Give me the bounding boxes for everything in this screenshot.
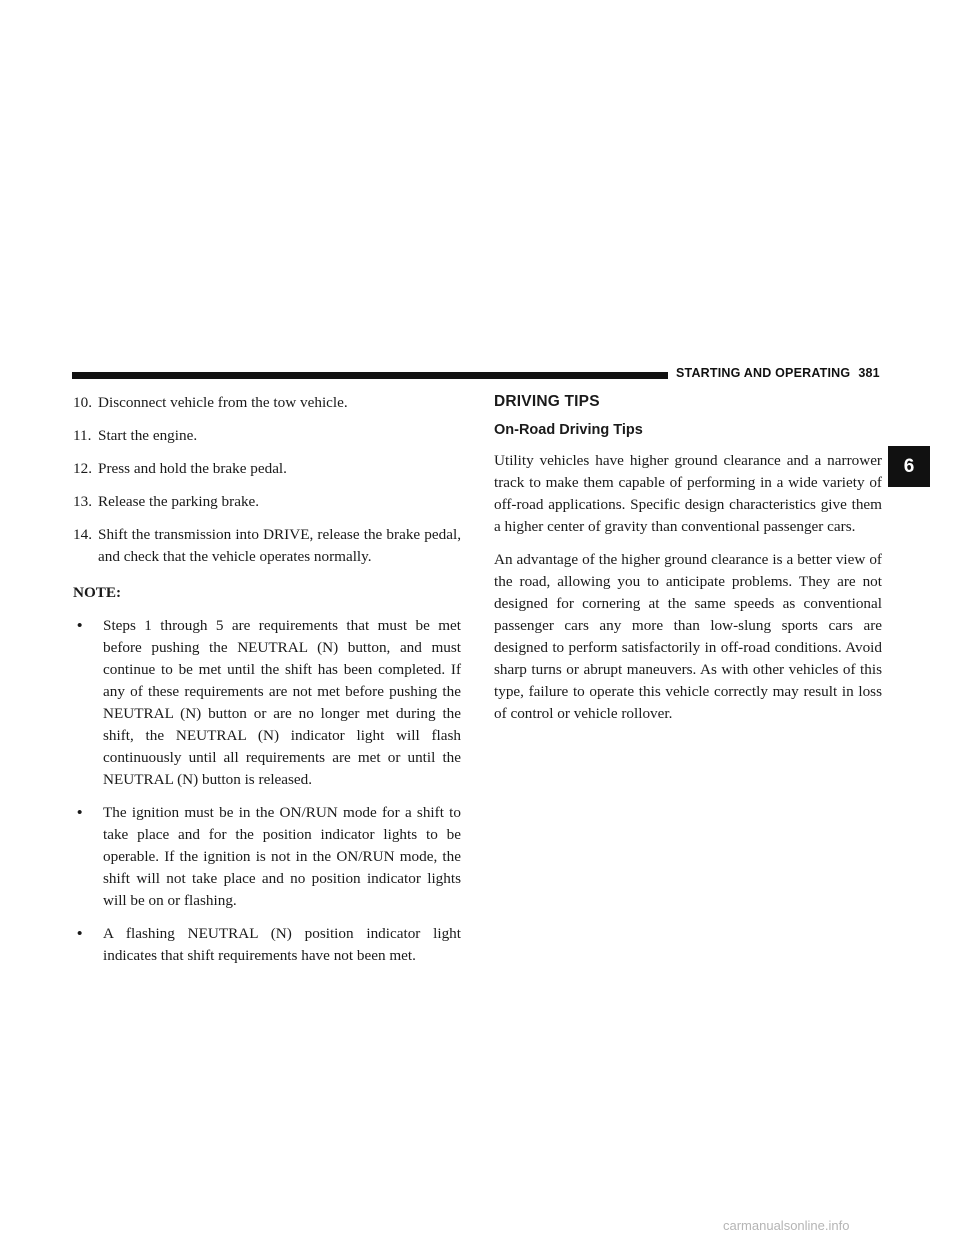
header-title: STARTING AND OPERATING bbox=[676, 366, 851, 380]
watermark: carmanualsonline.info bbox=[723, 1218, 850, 1233]
header-rule bbox=[72, 372, 668, 379]
note-bullet bbox=[73, 923, 461, 967]
paragraph: Utility vehicles have higher ground clearance and a narrower track to make them capable of performing in a wide variety of off-road applications. Specific design characteristics give them a higher center of gravity than conventional passenger cars. bbox=[494, 452, 882, 535]
step-text: Start the engine. bbox=[98, 427, 198, 444]
step-number: 11. bbox=[73, 427, 92, 444]
step-number: 13. bbox=[73, 493, 92, 510]
note-bullet bbox=[73, 615, 461, 791]
running-header bbox=[676, 366, 880, 380]
step-14 bbox=[73, 524, 461, 568]
right-column bbox=[494, 392, 882, 736]
bullet-text: The ignition must be in the ON/RUN mode for a shift to take place and for the position indicator lights to be operable. If the ignition is not in the ON/RUN mode, the shift will not take place and no position indicator lights will be on or flashing. bbox=[103, 804, 461, 909]
section-title: DRIVING TIPS bbox=[494, 393, 600, 410]
step-text: Shift the transmission into DRIVE, release the brake pedal, and check that the vehicle operates normally. bbox=[98, 526, 461, 565]
subsection-title: On-Road Driving Tips bbox=[494, 422, 643, 438]
step-text: Press and hold the brake pedal. bbox=[98, 460, 287, 477]
step-13 bbox=[73, 491, 461, 513]
note-bullet bbox=[73, 802, 461, 912]
paragraph: An advantage of the higher ground clearance is a better view of the road, allowing you to anticipate problems. They are not designed for cornering at the same speeds as conventional passenger cars any more than low-slung sports cars are designed to perform satisfactorily in off-road conditions. Avoid sharp turns or abrupt maneuvers. As with other vehicles of this type, failure to operate this vehicle correctly may result in loss of control or vehicle rollover. bbox=[494, 551, 882, 722]
bullet-icon: • bbox=[77, 925, 83, 942]
bullet-text: Steps 1 through 5 are requirements that must be met before pushing the NEUTRAL (N) button, and must continue to be met until the shift has been completed. If any of these requirements are not met before pushing the NEUTRAL (N) button or are no longer met during the shift, the NEUTRAL (N) indicator light will flash continuously until all requirements are met or until the NEUTRAL (N) button is released. bbox=[103, 617, 461, 788]
step-10 bbox=[73, 392, 461, 414]
note-label: NOTE: bbox=[73, 584, 122, 601]
page-number: 381 bbox=[858, 366, 880, 380]
step-number: 10. bbox=[73, 394, 92, 411]
bullet-icon: • bbox=[77, 617, 83, 634]
chapter-tab: 6 bbox=[888, 446, 930, 487]
step-12 bbox=[73, 458, 461, 480]
step-text: Release the parking brake. bbox=[98, 493, 260, 510]
bullet-icon: • bbox=[77, 804, 83, 821]
step-number: 12. bbox=[73, 460, 92, 477]
left-column bbox=[73, 392, 461, 978]
bullet-text: A flashing NEUTRAL (N) position indicator light indicates that shift requirements have not been met. bbox=[103, 925, 461, 964]
step-text: Disconnect vehicle from the tow vehicle. bbox=[98, 394, 348, 411]
step-number: 14. bbox=[73, 526, 92, 543]
step-11 bbox=[73, 425, 461, 447]
